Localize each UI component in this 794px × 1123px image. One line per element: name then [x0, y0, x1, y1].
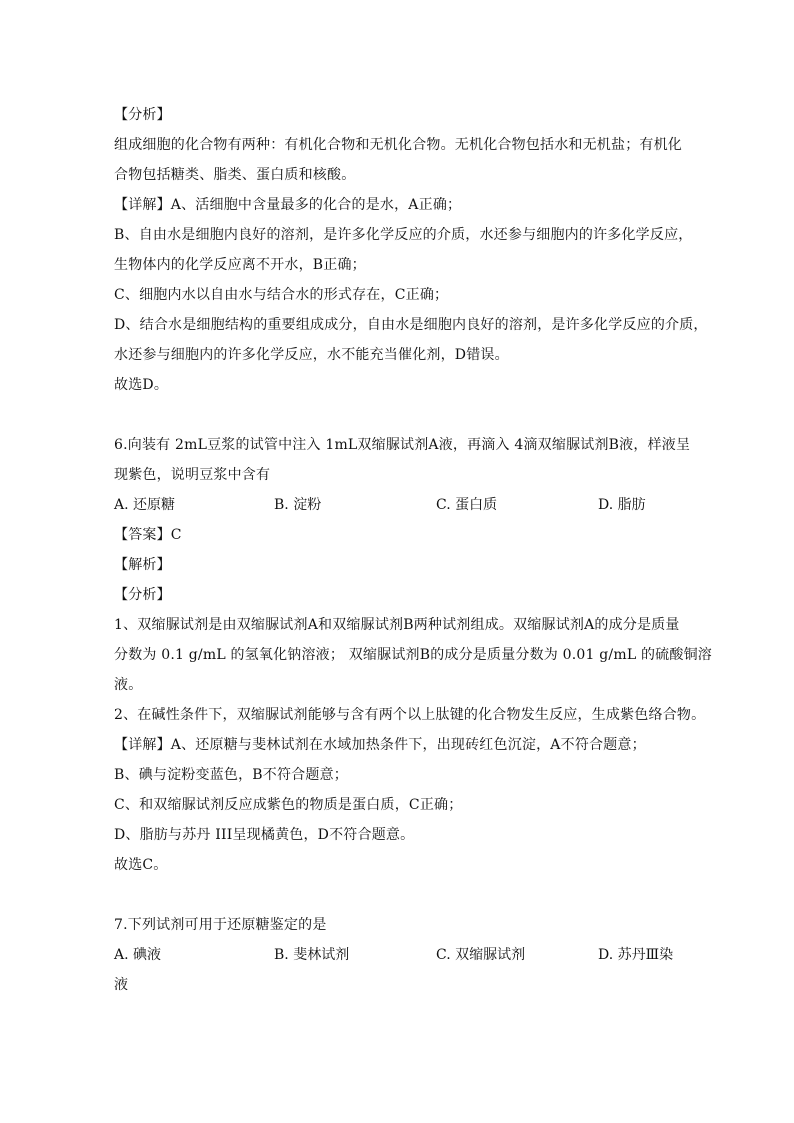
text-line: 7.下列试剂可用于还原糖鉴定的是	[114, 917, 327, 933]
text-line: 【详解】A、还原糖与斐林试剂在水域加热条件下，出现砖红色沉淀，A不符合题意；	[114, 737, 646, 753]
text-line: 故选C。	[114, 857, 168, 873]
answer-option: C. 双缩脲试剂	[436, 947, 526, 963]
text-line: 【分析】	[114, 587, 171, 603]
text-line: 液。	[114, 677, 143, 693]
text-line: 分数为 0.1 g/mL 的氢氧化钠溶液； 双缩脲试剂B的成分是质量分数为 0.01 g/mL 的硫酸铜溶	[114, 647, 712, 663]
text-line: D、脂肪与苏丹 III呈现橘黄色，D不符合题意。	[114, 827, 415, 843]
answer-option: A. 还原糖	[114, 497, 176, 513]
text-line: 组成细胞的化合物有两种：有机化合物和无机化合物。无机化合物包括水和无机盐；有机化	[114, 137, 682, 153]
answer-option: A. 碘液	[114, 947, 162, 963]
text-line: 6.向装有 2mL豆浆的试管中注入 1mL双缩脲试剂A液，再滴入 4滴双缩脲试剂B液，样液呈	[114, 437, 691, 453]
text-line: 故选D。	[114, 377, 169, 393]
text-line: 【分析】	[114, 107, 171, 123]
text-line: 现紫色，说明豆浆中含有	[114, 467, 271, 483]
paragraph-gap	[114, 880, 686, 910]
answer-option: B. 淀粉	[274, 497, 322, 513]
text-line: C、和双缩脲试剂反应成紫色的物质是蛋白质，C正确；	[114, 797, 463, 813]
text-line: 【详解】A、活细胞中含量最多的化合的是水，A正确；	[114, 197, 462, 213]
paragraph-gap	[114, 400, 686, 430]
text-line: B、碘与淀粉变蓝色，B不符合题意；	[114, 767, 348, 783]
text-line: 2、在碱性条件下，双缩脲试剂能够与含有两个以上肽键的化合物发生反应，生成紫色络合物。	[114, 707, 706, 723]
text-line: 【答案】C	[114, 527, 182, 543]
text-line: 【解析】	[114, 557, 171, 573]
text-line: 合物包括糖类、脂类、蛋白质和核酸。	[114, 167, 356, 183]
answer-option: D. 苏丹Ⅲ染	[598, 947, 674, 963]
answer-option: B. 斐林试剂	[274, 947, 350, 963]
text-line: D、结合水是细胞结构的重要组成成分，自由水是细胞内良好的溶剂，是许多化学反应的介质，	[114, 317, 708, 333]
answer-options	[114, 940, 686, 970]
text-line: 生物体内的化学反应离不开水，B正确；	[114, 257, 366, 273]
text-line: B、自由水是细胞内良好的溶剂，是许多化学反应的介质，水还参与细胞内的许多化学反应，	[114, 227, 693, 243]
text-line: 1、双缩脲试剂是由双缩脲试剂A和双缩脲试剂B两种试剂组成。双缩脲试剂A的成分是质量	[114, 617, 680, 633]
answer-options	[114, 490, 686, 520]
answer-option: C. 蛋白质	[436, 497, 498, 513]
text-line: 液	[114, 977, 129, 993]
answer-option: D. 脂肪	[598, 497, 646, 513]
text-line: 水还参与细胞内的许多化学反应，水不能充当催化剂，D错误。	[114, 347, 509, 363]
document-page	[114, 100, 712, 1000]
text-line: C、细胞内水以自由水与结合水的形式存在，C正确；	[114, 287, 449, 303]
